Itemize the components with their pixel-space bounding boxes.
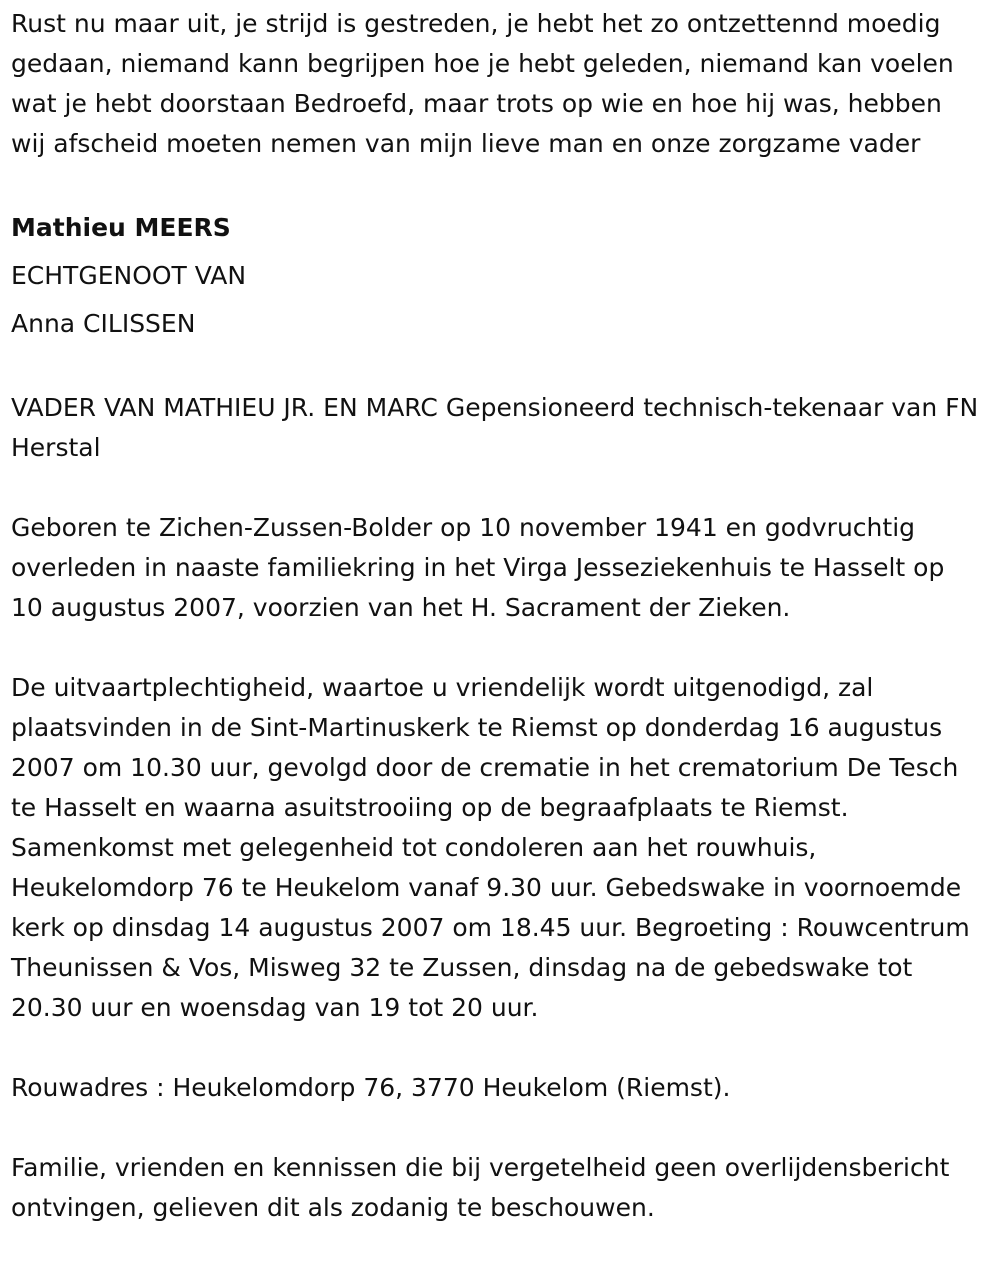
father-of-paragraph: VADER VAN MATHIEU JR. EN MARC Gepensioneerd technisch-tekenaar van FN Herstal — [11, 393, 979, 462]
intro-paragraph: Rust nu maar uit, je strijd is gestreden, je hebt het zo ontzettennd moedig gedaan, niemand kann begrijpen hoe je hebt geleden, niemand kan voelen wat je hebt doorstaan Bedroefd, maar trots op wie en hoe hij was, hebben wij afscheid moeten nemen van mijn lieve man en onze zorgzame vader — [11, 9, 954, 158]
name-block — [11, 204, 980, 348]
closing-paragraph: Familie, vrienden en kennissen die bij vergetelheid geen overlijdensbericht ontvingen, gelieven dit als zodanig te beschouwen. — [11, 1153, 950, 1222]
spacer — [11, 1028, 980, 1068]
spouse-label: ECHTGENOOT VAN — [11, 261, 247, 290]
birth-death-paragraph: Geboren te Zichen-Zussen-Bolder op 10 november 1941 en godvruchtig overleden in naaste familiekring in het Virga Jesseziekenhuis te Hasselt op 10 augustus 2007, voorzien van het H. Sacrament der Zieken. — [11, 513, 945, 622]
address-paragraph: Rouwadres : Heukelomdorp 76, 3770 Heukelom (Riemst). — [11, 1073, 731, 1102]
spacer — [11, 468, 980, 508]
spacer — [11, 1108, 980, 1148]
spacer — [11, 164, 980, 204]
spacer — [11, 348, 980, 388]
spacer — [11, 628, 980, 668]
spouse-name: Anna CILISSEN — [11, 309, 196, 338]
funeral-paragraph: De uitvaartplechtigheid, waartoe u vriendelijk wordt uitgenodigd, zal plaatsvinden in de Sint-Martinuskerk te Riemst op donderdag 16 augustus 2007 om 10.30 uur, gevolgd door de crematie in het crematorium De Tesch te Hasselt en waarna asuitstrooiing op de begraafplaats te Riemst. Samenkomst met gelegenheid tot condoleren aan het rouwhuis, Heukelomdorp 76 te Heukelom vanaf 9.30 uur. Gebedswake in voornoemde kerk op dinsdag 14 augustus 2007 om 18.45 uur. Begroeting : Rouwcentrum Theunissen & Vos, Misweg 32 te Zussen, dinsdag na de gebedswake tot 20.30 uur en woensdag van 19 tot 20 uur. — [11, 673, 970, 1022]
deceased-name: Mathieu MEERS — [11, 213, 231, 242]
